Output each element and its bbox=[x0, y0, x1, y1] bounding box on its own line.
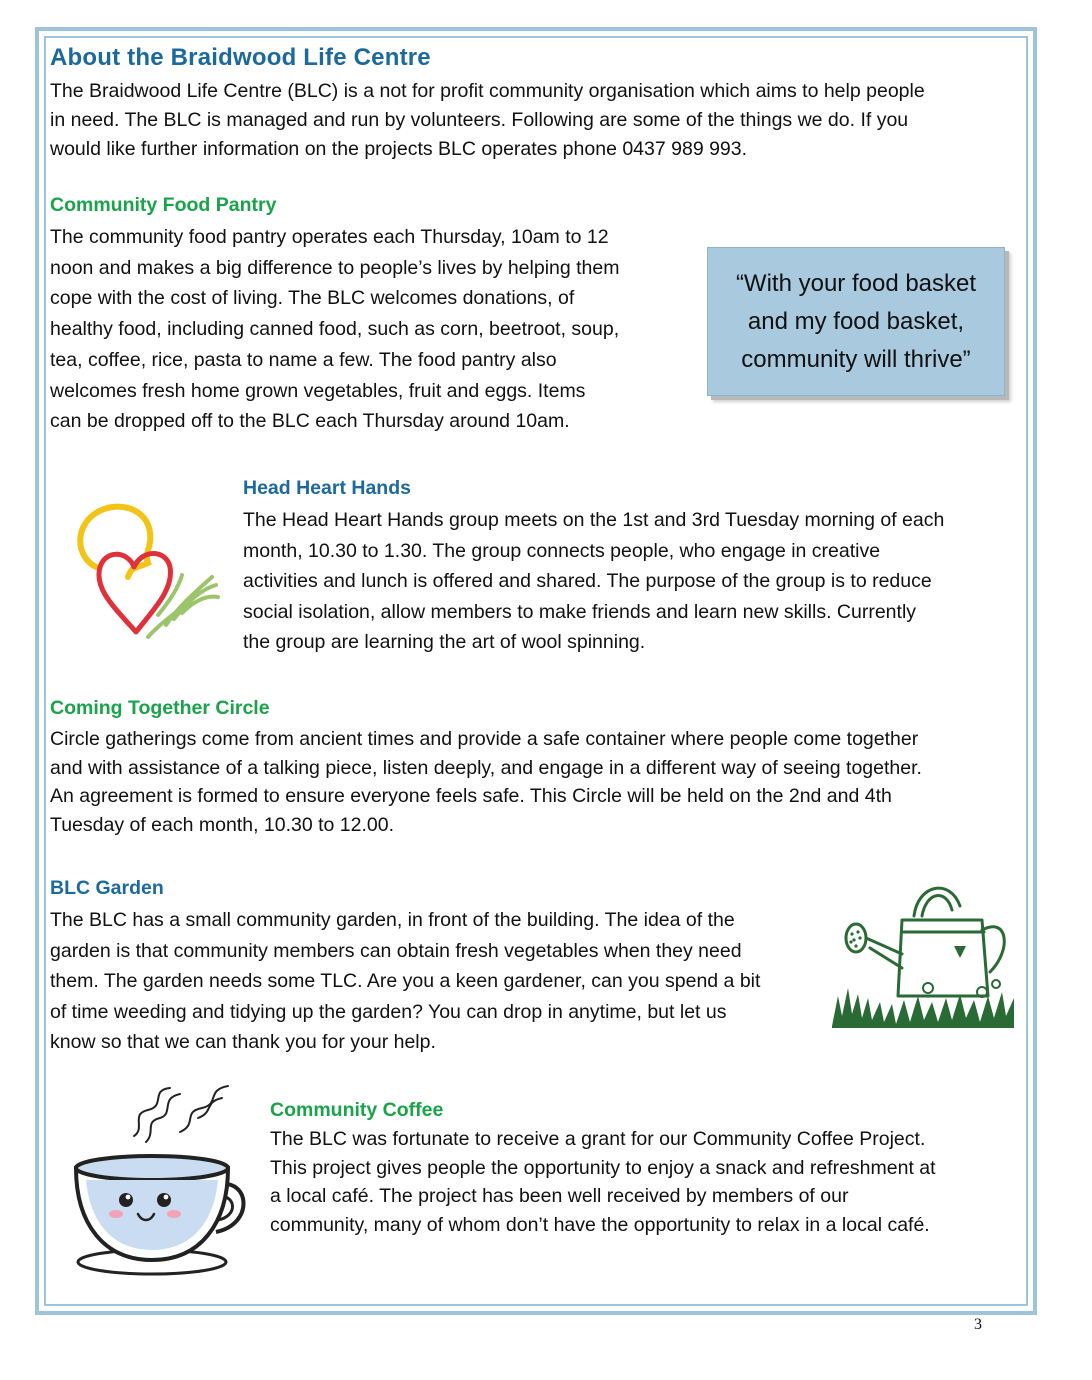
circle-paragraph bbox=[50, 725, 922, 840]
garden-line: know so that we can thank you for your help. bbox=[50, 1031, 436, 1054]
coffee-line: The BLC was fortunate to receive a grant for our Community Coffee Project. bbox=[270, 1128, 926, 1150]
circle-heading: Coming Together Circle bbox=[50, 697, 270, 719]
page-title: About the Braidwood Life Centre bbox=[50, 44, 431, 71]
circle-line: An agreement is formed to ensure everyone feels safe. This Circle will be held on the 2nd and 4th bbox=[50, 785, 892, 808]
quote-line: community will thrive” bbox=[741, 345, 971, 373]
quote-line: “With your food basket bbox=[735, 269, 977, 297]
intro-line: in need. The BLC is managed and run by volunteers. Following are some of the things we do. If you bbox=[50, 109, 909, 131]
garden-paragraph bbox=[50, 905, 760, 1058]
circle-line: and with assistance of a talking piece, listen deeply, and engage in a different way of seeing together. bbox=[50, 756, 922, 779]
coffee-line: This project gives people the opportunity to enjoy a snack and refreshment at bbox=[270, 1156, 936, 1179]
hhh-line: The Head Heart Hands group meets on the 1st and 3rd Tuesday morning of each bbox=[243, 509, 945, 531]
coffee-line: community, many of whom don’t have the opportunity to relax in a local café. bbox=[270, 1214, 930, 1237]
food-pantry-heading: Community Food Pantry bbox=[50, 194, 277, 216]
garden-line: of time weeding and tidying up the garden? You can drop in anytime, but let us bbox=[50, 1000, 727, 1023]
hhh-line: social isolation, allow members to make friends and learn new skills. Currently bbox=[243, 600, 917, 623]
hhh-line: activities and lunch is offered and shared. The purpose of the group is to reduce bbox=[243, 570, 932, 592]
circle-line: Tuesday of each month, 10.30 to 12.00. bbox=[50, 814, 395, 837]
garden-heading: BLC Garden bbox=[50, 877, 164, 899]
food-pantry-paragraph bbox=[50, 222, 620, 437]
intro-line: The Braidwood Life Centre (BLC) is a not for profit community organisation which aims to help people bbox=[50, 80, 925, 102]
quote-text bbox=[728, 265, 984, 379]
food-pantry-line: healthy food, including canned food, such as corn, beetroot, soup, bbox=[50, 318, 620, 341]
garden-line: The BLC has a small community garden, in front of the building. The idea of the bbox=[50, 909, 735, 931]
food-pantry-line: noon and makes a big difference to people’s lives by helping them bbox=[50, 256, 620, 279]
circle-line: Circle gatherings come from ancient times and provide a safe container where people come together bbox=[50, 728, 919, 750]
food-pantry-line: The community food pantry operates each Thursday, 10am to 12 bbox=[50, 226, 609, 248]
hhh-line: the group are learning the art of wool spinning. bbox=[243, 631, 646, 653]
garden-line: garden is that community members can obtain fresh vegetables when they need bbox=[50, 939, 742, 962]
food-pantry-line: welcomes fresh home grown vegetables, fruit and eggs. Items bbox=[50, 379, 586, 402]
quote-box bbox=[707, 247, 1005, 396]
food-pantry-line: cope with the cost of living. The BLC welcomes donations, of bbox=[50, 287, 575, 310]
intro-line: would like further information on the projects BLC operates phone 0437 989 993. bbox=[50, 138, 748, 160]
food-pantry-line: tea, coffee, rice, pasta to name a few. The food pantry also bbox=[50, 348, 557, 371]
quote-line: and my food basket, bbox=[747, 307, 965, 335]
watering-can-icon bbox=[832, 876, 1014, 1028]
coffee-paragraph bbox=[270, 1125, 936, 1240]
garden-line: them. The garden needs some TLC. Are you a keen gardener, can you spend a bit bbox=[50, 970, 761, 993]
coffee-cup-icon bbox=[70, 1084, 250, 1278]
head-heart-hands-heading: Head Heart Hands bbox=[243, 477, 411, 499]
intro-paragraph bbox=[50, 77, 925, 164]
page-number: 3 bbox=[974, 1316, 982, 1333]
hhh-line: month, 10.30 to 1.30. The group connects people, who engage in creative bbox=[243, 539, 881, 562]
coffee-line: a local café. The project has been well received by members of our bbox=[270, 1185, 849, 1208]
head-heart-hands-paragraph bbox=[243, 505, 944, 658]
head-heart-hands-icon bbox=[66, 497, 221, 647]
coffee-heading: Community Coffee bbox=[270, 1099, 444, 1121]
food-pantry-line: can be dropped off to the BLC each Thursday around 10am. bbox=[50, 410, 570, 433]
